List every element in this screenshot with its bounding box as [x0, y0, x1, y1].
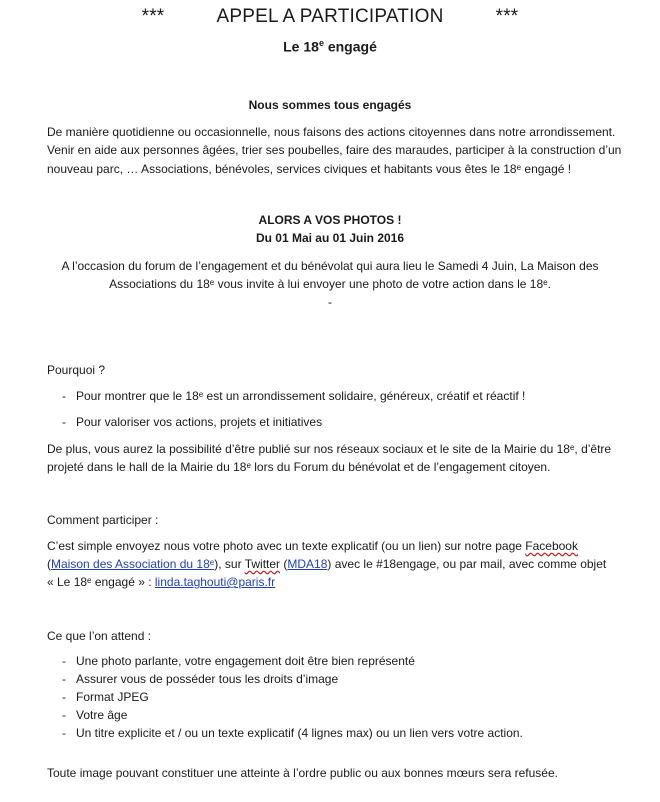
twitter-handle-link[interactable]: MDA18 [287, 557, 328, 571]
intro-line-2: Venir en aide aux personnes âgées, trier ses poubelles, faire des maraudes, participer à la construction d’un [47, 143, 622, 157]
pourquoi-para-1: De plus, vous aurez la possibilité d’être publié sur nos réseaux sociaux et le site de la Mairie du 18ᵉ, d’être [47, 442, 612, 456]
footer-note: Toute image pouvant constituer une atteinte à l’ordre public ou aux bonnes mœurs sera refusée. [47, 766, 558, 780]
call-dates: Du 01 Mai au 01 Juin 2016 [255, 231, 405, 245]
facebook-word: Facebook [525, 539, 578, 553]
stars-right: *** [495, 6, 519, 27]
call-heading: ALORS A VOS PHOTOS ! [258, 213, 402, 227]
twitter-word: Twitter [244, 557, 281, 571]
intro-line-1: De manière quotidienne ou occasionnelle, nous faisons des actions citoyennes dans notre arrondissement. [47, 125, 616, 139]
participer-heading: Comment participer : [47, 513, 159, 527]
participer-line-1: C’est simple envoyez nous votre photo avec un texte explicatif (ou un lien) sur notre page Facebook [47, 539, 578, 553]
participer-line-2: (Maison des Association du 18ᵉ), sur Twitter (MDA18) avec le #18engage, ou par mail, avec comme objet [47, 557, 607, 571]
facebook-page-link[interactable]: Maison des Association du 18ᵉ [51, 557, 215, 571]
call-dash: - [328, 295, 332, 309]
pourquoi-heading: Pourquoi ? [47, 363, 106, 377]
attend-heading: Ce que l’on attend : [47, 629, 152, 643]
stars-left: *** [141, 6, 165, 27]
participer-line-3: « Le 18ᵉ engagé » : linda.taghouti@paris.fr [47, 575, 276, 589]
page-title [0, 6, 660, 28]
call-line-2: Associations du 18ᵉ vous invite à lui envoyer une photo de votre action dans le 18ᵉ. [109, 277, 551, 291]
title-text: APPEL A PARTICIPATION [216, 6, 444, 27]
page-subtitle: Le 18e engagé [283, 38, 377, 55]
call-line-1: A l’occasion du forum de l’engagement et du bénévolat qui aura lieu le Samedi 4 Juin, La Maison des [61, 259, 599, 273]
pourquoi-para-2: projeté dans le hall de la Mairie du 18ᵉ lors du Forum du bénévolat et de l’engagement citoyen. [47, 460, 551, 474]
intro-heading: Nous sommes tous engagés [248, 98, 412, 112]
email-link[interactable]: linda.taghouti@paris.fr [154, 575, 276, 589]
intro-line-3: nouveau parc, … Associations, bénévoles, services civiques et habitants vous êtes le 18ᵉ engagé ! [47, 162, 572, 176]
